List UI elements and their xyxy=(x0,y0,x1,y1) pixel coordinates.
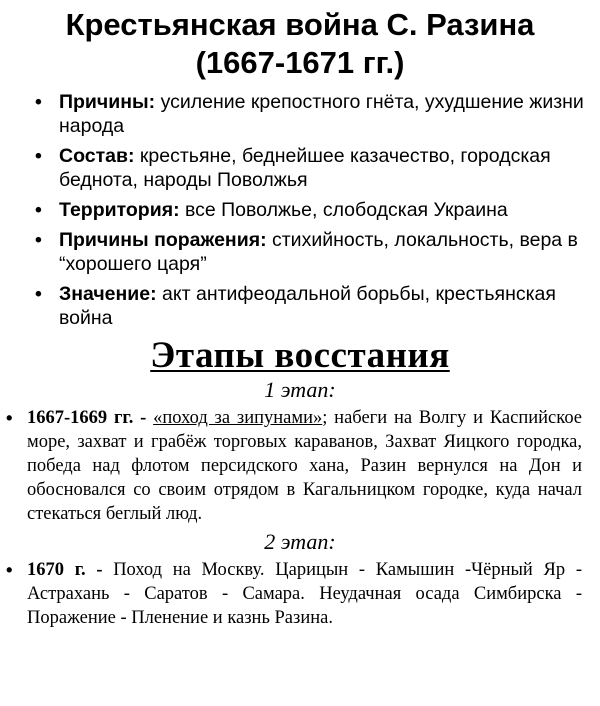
stage-2-body: Поход на Москву. Царицын - Камышин -Чёрный Яр - Астрахань - Саратов - Самара. Неудачная осада Симбирска - Поражение - Пленение и казнь Разина. xyxy=(27,560,582,628)
stages-heading: Этапы восстания xyxy=(150,335,450,376)
stage-1-period: 1667-1669 гг. - xyxy=(27,408,147,428)
stage-2-period: 1670 г. - xyxy=(27,560,103,580)
item-label: Территория: xyxy=(59,199,180,221)
stage-2-label: 2 этап: xyxy=(264,529,336,554)
item-label: Состав: xyxy=(59,145,135,167)
item-label: Значение: xyxy=(59,283,157,305)
item-text: все Поволжье, слободская Украина xyxy=(179,199,508,221)
list-item-defeat-causes xyxy=(0,228,600,276)
stage-2-text xyxy=(0,558,600,630)
list-item-significance xyxy=(0,282,600,330)
item-label: Причины: xyxy=(59,91,156,113)
stage-1-text xyxy=(0,406,600,526)
list-item-territory xyxy=(0,198,600,222)
item-label: Причины поражения: xyxy=(59,229,267,251)
item-text: крестьяне, беднейшее казачество, городская беднота, народы Поволжья xyxy=(59,145,551,191)
item-text: стихийность, локальность, вера в “хорошего царя” xyxy=(59,229,578,275)
stage-1-body: ; набеги на Волгу и Каспийское море, захват и грабёж торговых караванов, Захват Яицкого городка, победа над флотом персидского хана, Разин вернулся на Дон и обосновался со своим отрядом в Кагальницком городке, куда начал стекаться беглый люд. xyxy=(27,408,583,524)
stage-1-label: 1 этап: xyxy=(264,377,336,402)
summary-list xyxy=(0,90,600,330)
list-item-causes xyxy=(0,90,600,138)
page-title xyxy=(0,6,600,82)
title-line-1: Крестьянская война С. Разина xyxy=(65,7,535,42)
item-text: акт антифеодальной борьбы, крестьянская война xyxy=(59,283,556,329)
stage-1-link[interactable]: «поход за зипунами» xyxy=(153,408,323,428)
title-line-2: (1667-1671 гг.) xyxy=(195,45,405,80)
page xyxy=(0,6,600,630)
item-text: усиление крепостного гнёта, ухудшение жизни народа xyxy=(59,91,584,137)
list-item-composition xyxy=(0,144,600,192)
